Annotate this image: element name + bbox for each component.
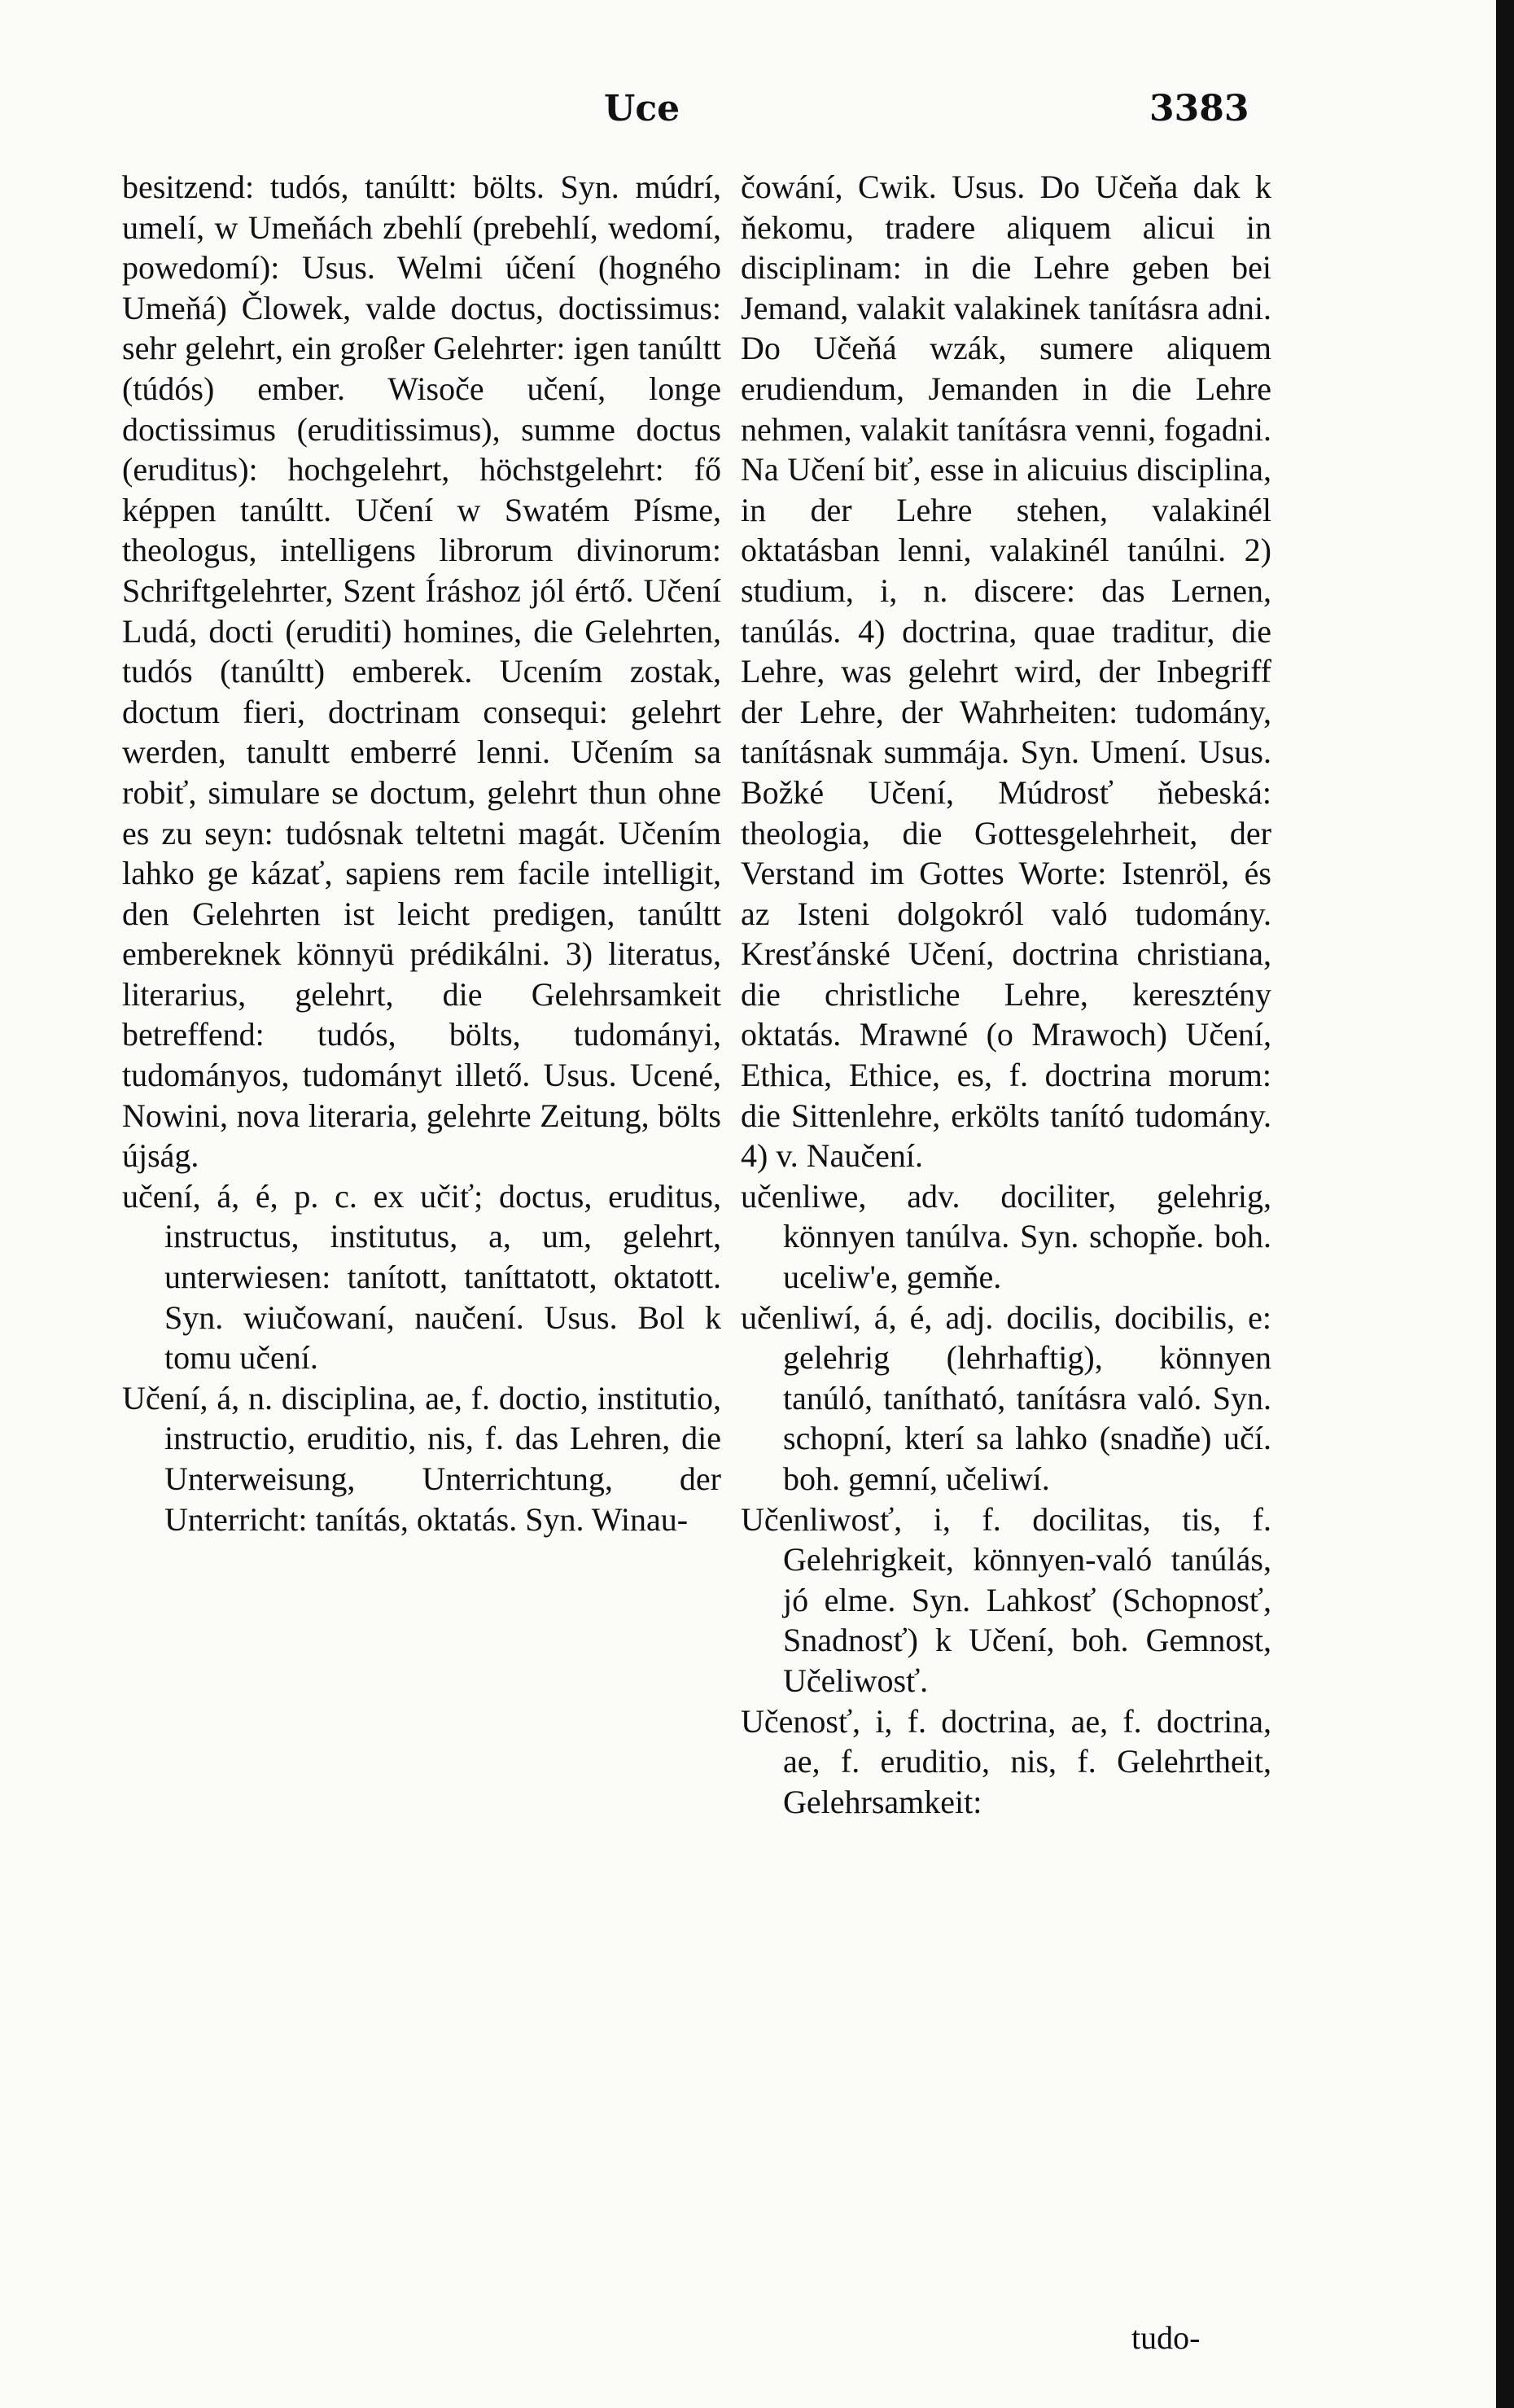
catchword: tudo- <box>1131 2319 1201 2356</box>
entry-ucenliwost: Učenliwosť, i, f. docilitas, tis, f. Gelehrigkeit, könnyen-való tanúlás, jó elme. Syn. Lahkosť (Schopnosť, Snadnosť) k Učení, boh. Gemnost, Učeliwosť. <box>741 1500 1271 1699</box>
entry-ucenliwi: učenliwí, á, é, adj. docilis, docibilis, e: gelehrig (lehrhaftig), könnyen tanúló, tanítható, tanításra való. Syn. schopní, kterí sa lahko (snadňe) učí. boh. gemní, učeliwí. <box>741 1298 1271 1497</box>
entry-ucenost: Učenosť, i, f. doctrina, ae, f. doctrina, ae, f. eruditio, nis, f. Gelehrtheit, Gelehrsamkeit: <box>741 1702 1271 1820</box>
left-column <box>122 167 721 1539</box>
entry-ucenliwe: učenliwe, adv. dociliter, gelehrig, könnyen tanúlva. Syn. schopňe. boh. uceliw'e, gemňe. <box>741 1177 1271 1296</box>
entry-continuation-right: čowání, Cwik. Usus. Do Učeňa dak k ňekomu, tradere aliquem alicui in disciplinam: in die Lehre geben bei Jemand, valakit valakinek tanításra adni. Do Učeňá wzák, sumere aliquem erudiendum, Jemanden in die Lehre nehmen, valakit tanításra venni, fogadni. Na Učení biť, esse in alicuius disciplina, in der Lehre stehen, valakinél oktatásban lenni, valakinél tanúlni. 2) studium, i, n. discere: das Lernen, tanúlás. 4) doctrina, quae traditur, die Lehre, was gelehrt wird, der Inbegriff der Lehre, der Wahrheiten: tudomány, tanításnak summája. Syn. Umení. Usus. Božké Učení, Múdrosť ňebeská: theologia, die Gottesgelehrheit, der Verstand im Gottes Worte: Istenröl, és az Isteni dolgokról való tudomány. Kresťánské Učení, doctrina christiana, die christliche Lehre, keresztény oktatás. Mrawné (o Mrawoch) Učení, Ethica, Ethice, es, f. doctrina morum: die Sittenlehre, erkölts tanító tudomány. 4) v. Naučení. <box>741 169 1272 1175</box>
entry-uceni-adj: učení, á, é, p. c. ex učiť; doctus, eruditus, instructus, institutus, a, um, gelehrt, unterwiesen: tanított, taníttatott, oktatott. Syn. wiučowaní, naučení. Usus. Bol k tomu učení. <box>122 1177 721 1377</box>
entry-continuation: besitzend: tudós, tanúltt: bölts. Syn. múdrí, umelí, w Umeňách zbehlí (prebehlí, wedomí, powedomí): Usus. Welmi účení (hogného Umeňá) Člowek, valde doctus, doctissimus: sehr gelehrt, ein großer Gelehrter: igen tanúltt (túdós) ember. Wisoče učení, longe doctissimus (eruditissimus), summe doctus (eruditus): hochgelehrt, höchstgelehrt: fő képpen tanúltt. Učení w Swatém Písme, theologus, intelligens librorum divinorum: Schriftgelehrter, Szent Íráshoz jól értő. Učení Ludá, docti (eruditi) homines, die Gelehrten, tudós (tanúltt) emberek. Ucením zostak, doctum fieri, doctrinam consequi: gelehrt werden, tanultt emberré lenni. Učením sa robiť, simulare se doctum, gelehrt thun ohne es zu seyn: tudósnak teltetni magát. Učením lahko ge kázať, sapiens rem facile intelligit, den Gelehrten ist leicht predigen, tanúltt embereknek könnyü prédikálni. 3) literatus, literarius, gelehrt, die Gelehrsamkeit betreffend: tudós, bölts, tudományi, tudományos, tudományt illető. Usus. Ucené, Nowini, nova literaria, gelehrte Zeitung, bölts újság. <box>122 169 721 1175</box>
page-edge <box>1496 0 1514 2408</box>
right-column <box>741 167 1271 1822</box>
guide-word: Uce <box>604 88 680 129</box>
page-number: 3383 <box>1149 88 1249 129</box>
entry-uceni-noun: Učení, á, n. disciplina, ae, f. doctio, institutio, instructio, eruditio, nis, f. das Lehren, die Unterweisung, Unterrichtung, der Unterricht: tanítás, oktatás. Syn. Winau- <box>122 1379 721 1538</box>
